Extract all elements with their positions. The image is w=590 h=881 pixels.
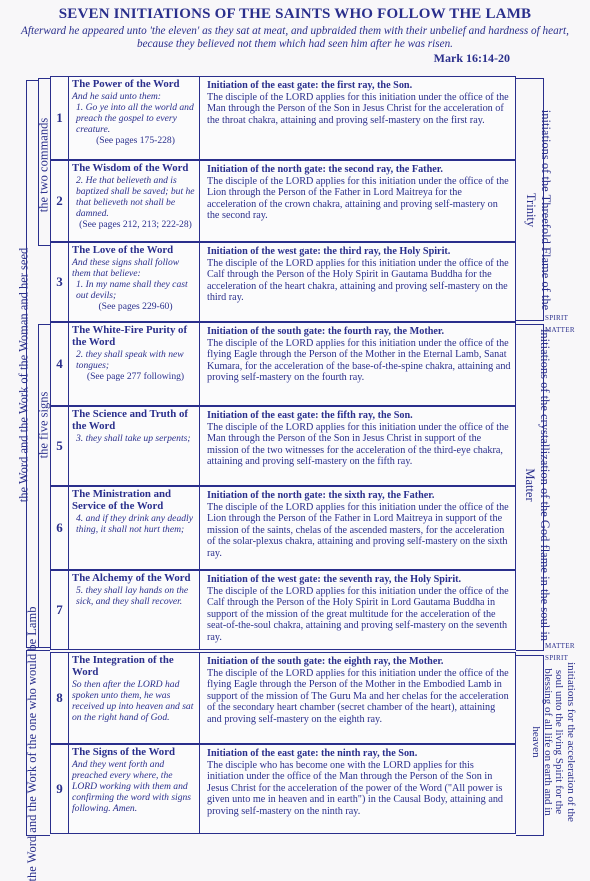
initiation-heading: Initiation of the north gate: the second ray, the Father. [207,164,443,175]
word-cell [69,161,200,241]
initiation-cell [201,571,515,644]
table-row-9 [50,744,516,834]
word-cell [69,653,200,743]
initiation-cell [201,243,515,304]
word-quote: 2. He that believeth and is baptized shall be saved; but he that believeth not shall be damned. [76,174,195,219]
row-number: 4 [51,323,69,405]
initiation-cell [201,161,515,222]
word-title: The Signs of the Word [72,746,175,758]
word-title: The Integration of the Word [72,654,174,678]
left-outer-label-top: the Word and the Work of the Woman and her seed [16,247,31,503]
row-number: 7 [51,571,69,649]
row-number: 8 [51,653,69,743]
word-cell [69,407,200,485]
word-cell [69,487,200,569]
word-cell [69,323,200,405]
word-title: The Science and Truth of the Word [72,408,188,432]
initiation-body: The disciple of the LORD applies for this initiation under the office of the Lion through the Person of the Father in Lord Maitreya in support of the mission of the saints, chelas of the ascended masters, for the acceleration of the solar-plexus chakra, attaining and proving self-mastery on the sixth ray. [207,501,509,559]
word-title: The Power of the Word [72,78,180,90]
tag-spirit-top: SPIRIT [545,314,569,322]
initiation-body: The disciple of the LORD applies for this initiation under the office of the flying Eagle through the Person of the Mother in the Embodied Lamb in support of the mission of The Guru Ma and her chelas for the acceleration of the secondary heart chamber (secret chamber of the heart), attaining and proving self-mastery on the eighth ray. [207,667,509,725]
word-cell [69,745,200,833]
initiation-body: The disciple of the LORD applies for this initiation under the office of the Lion through the Person of the Father in Lord Maitreya for the acceleration of the crown chakra, attaining and proving self-mastery on the second ray. [207,175,509,222]
word-title: The Wisdom of the Word [72,162,189,174]
tag-matter-bottom: MATTER [545,642,575,650]
initiation-heading: Initiation of the east gate: the first ray, the Son. [207,80,413,91]
word-quote: And they went forth and preached every where, the LORD working with them and confirming the word with signs following. Amen. [72,758,192,814]
page-ref: (See pages 175-228) [96,134,175,146]
table-row-7 [50,570,516,650]
tag-matter-top: MATTER [545,326,575,334]
row-number: 5 [51,407,69,485]
table-row-2 [50,160,516,242]
row-number: 9 [51,745,69,833]
initiation-body: The disciple of the LORD applies for this initiation under the office of the Man through the Person of the Son in Jesus Christ in support of the mission of the two witnesses for the acceleration of the third-eye chakra, attaining and proving self-mastery on the fifth ray. [207,421,509,468]
table-row-8 [50,652,516,744]
table-row-3 [50,242,516,322]
row-number: 1 [51,77,69,159]
initiation-cell [201,653,515,726]
left-inner-bracket-five-signs [38,324,50,648]
word-cell [69,571,200,649]
table-row-6 [50,486,516,570]
initiation-body: The disciple who has become one with the LORD applies for this initiation under the office of the Man through the Person of the Son in Jesus Christ for the acceleration of the power of the Word ("All power is given unto me in heaven and in earth") in the Causal Body, attaining and proving self-mastery on the ninth ray. [207,759,504,817]
word-title: The Love of the Word [72,244,174,256]
table-row-4 [50,322,516,406]
initiation-cell [201,323,515,384]
initiation-heading: Initiation of the north gate: the sixth ray, the Father. [207,490,435,501]
word-quote: 1. Go ye into all the world and preach the gospel to every creature. [76,101,194,135]
initiation-cell [201,745,515,818]
scripture-reference: Mark 16:14-20 [433,51,510,65]
initiation-heading: Initiation of the west gate: the seventh ray, the Holy Spirit. [207,574,462,585]
word-lead: And these signs shall follow them that believe: [72,256,180,279]
initiation-heading: Initiation of the east gate: the fifth ray, the Son. [207,410,413,421]
initiation-body: The disciple of the LORD applies for this initiation under the office of the Calf through the Person of the Holy Spirit in Gautama Buddha for the acceleration of the heart chakra, attaining and proving self-mastery on the third ray. [207,257,509,304]
word-lead: And he said unto them: [72,90,161,102]
word-title: The White-Fire Purity of the Word [72,324,188,348]
initiation-heading: Initiation of the west gate: the third ray, the Holy Spirit. [207,246,451,257]
page-ref: (See pages 229-60) [98,300,173,312]
initiation-heading: Initiation of the south gate: the fourth ray, the Mother. [207,326,445,337]
initiation-body: The disciple of the LORD applies for this initiation under the office of the flying Eagle through the Person of the Mother in the Eternal Lamb, Sanat Kumara, for the acceleration of the base-of-the-spine chakra, attaining and proving self-mastery on the fourth ray. [207,337,511,384]
word-quote: 1. In my name shall they cast out devils; [76,278,188,301]
tag-spirit-bottom: SPIRIT [545,654,569,662]
initiation-body: The disciple of the LORD applies for this initiation under the office of the Man through the Person of the Son in Jesus Christ for the acceleration of the throat chakra, attaining and proving self-mastery on the first ray. [207,91,509,126]
initiation-heading: Initiation of the south gate: the eighth ray, the Mother. [207,656,444,667]
row-number: 3 [51,243,69,321]
word-quote: 4. and if they drink any deadly thing, it shall not hurt them; [76,512,193,535]
word-title: The Ministration and Service of the Word [72,488,171,512]
word-quote: So then after the LORD had spoken unto them, he was received up into heaven and sat on the right hand of God. [72,678,194,723]
word-quote: 2. they shall speak with new tongues; [76,348,184,371]
initiation-body: The disciple of the LORD applies for this initiation under the office of the Calf through the Person of the Holy Spirit in Lord Gautama Buddha in support of the mission of the great multitude for the acceleration of the seat-of-the-soul chakra, attaining and proving self-mastery on the seventh ray. [207,585,509,643]
subtitle: Afterward he appeared unto 'the eleven' as they sat at meat, and upbraided them with their unbelief and hardness of heart, because they believed not them which had seen him after he was risen. [21,25,569,50]
left-outer-label-bottom: the Word and the Work of the one who would be Lamb [25,606,39,881]
initiation-heading: Initiation of the east gate: the ninth ray, the Son. [207,748,418,759]
table-row-5 [50,406,516,486]
left-inner-label-five-signs: the five signs [36,391,51,459]
initiation-cell [201,487,515,560]
left-inner-label-two-commands: the two commands [36,117,51,213]
word-title: The Alchemy of the Word [72,572,191,584]
word-cell [69,243,200,321]
initiation-cell [201,77,515,126]
row-number: 6 [51,487,69,569]
word-quote: 3. they shall take up serpents; [76,432,191,444]
page-title: SEVEN INITIATIONS OF THE SAINTS WHO FOLLOW THE LAMB [58,6,532,22]
right-label-mid: initiations of the crystallization of the God flame in the soul in Matter [523,328,552,642]
page-ref: (See page 277 following) [86,370,185,382]
page-ref: (See pages 212, 213; 222-28) [79,218,192,230]
table-row-1 [50,76,516,160]
row-number: 2 [51,161,69,241]
right-label-top: initiations of the Threefold Flame of the Trinity [524,109,553,311]
word-quote: 5. they shall lay hands on the sick, and they shall recover. [76,584,189,607]
word-cell [69,77,200,159]
right-label-bottom: initiations for the acceleration of the soul unto the living Spirit for the blessing of all life on earth and in heaven [530,662,577,822]
initiation-cell [201,407,515,468]
